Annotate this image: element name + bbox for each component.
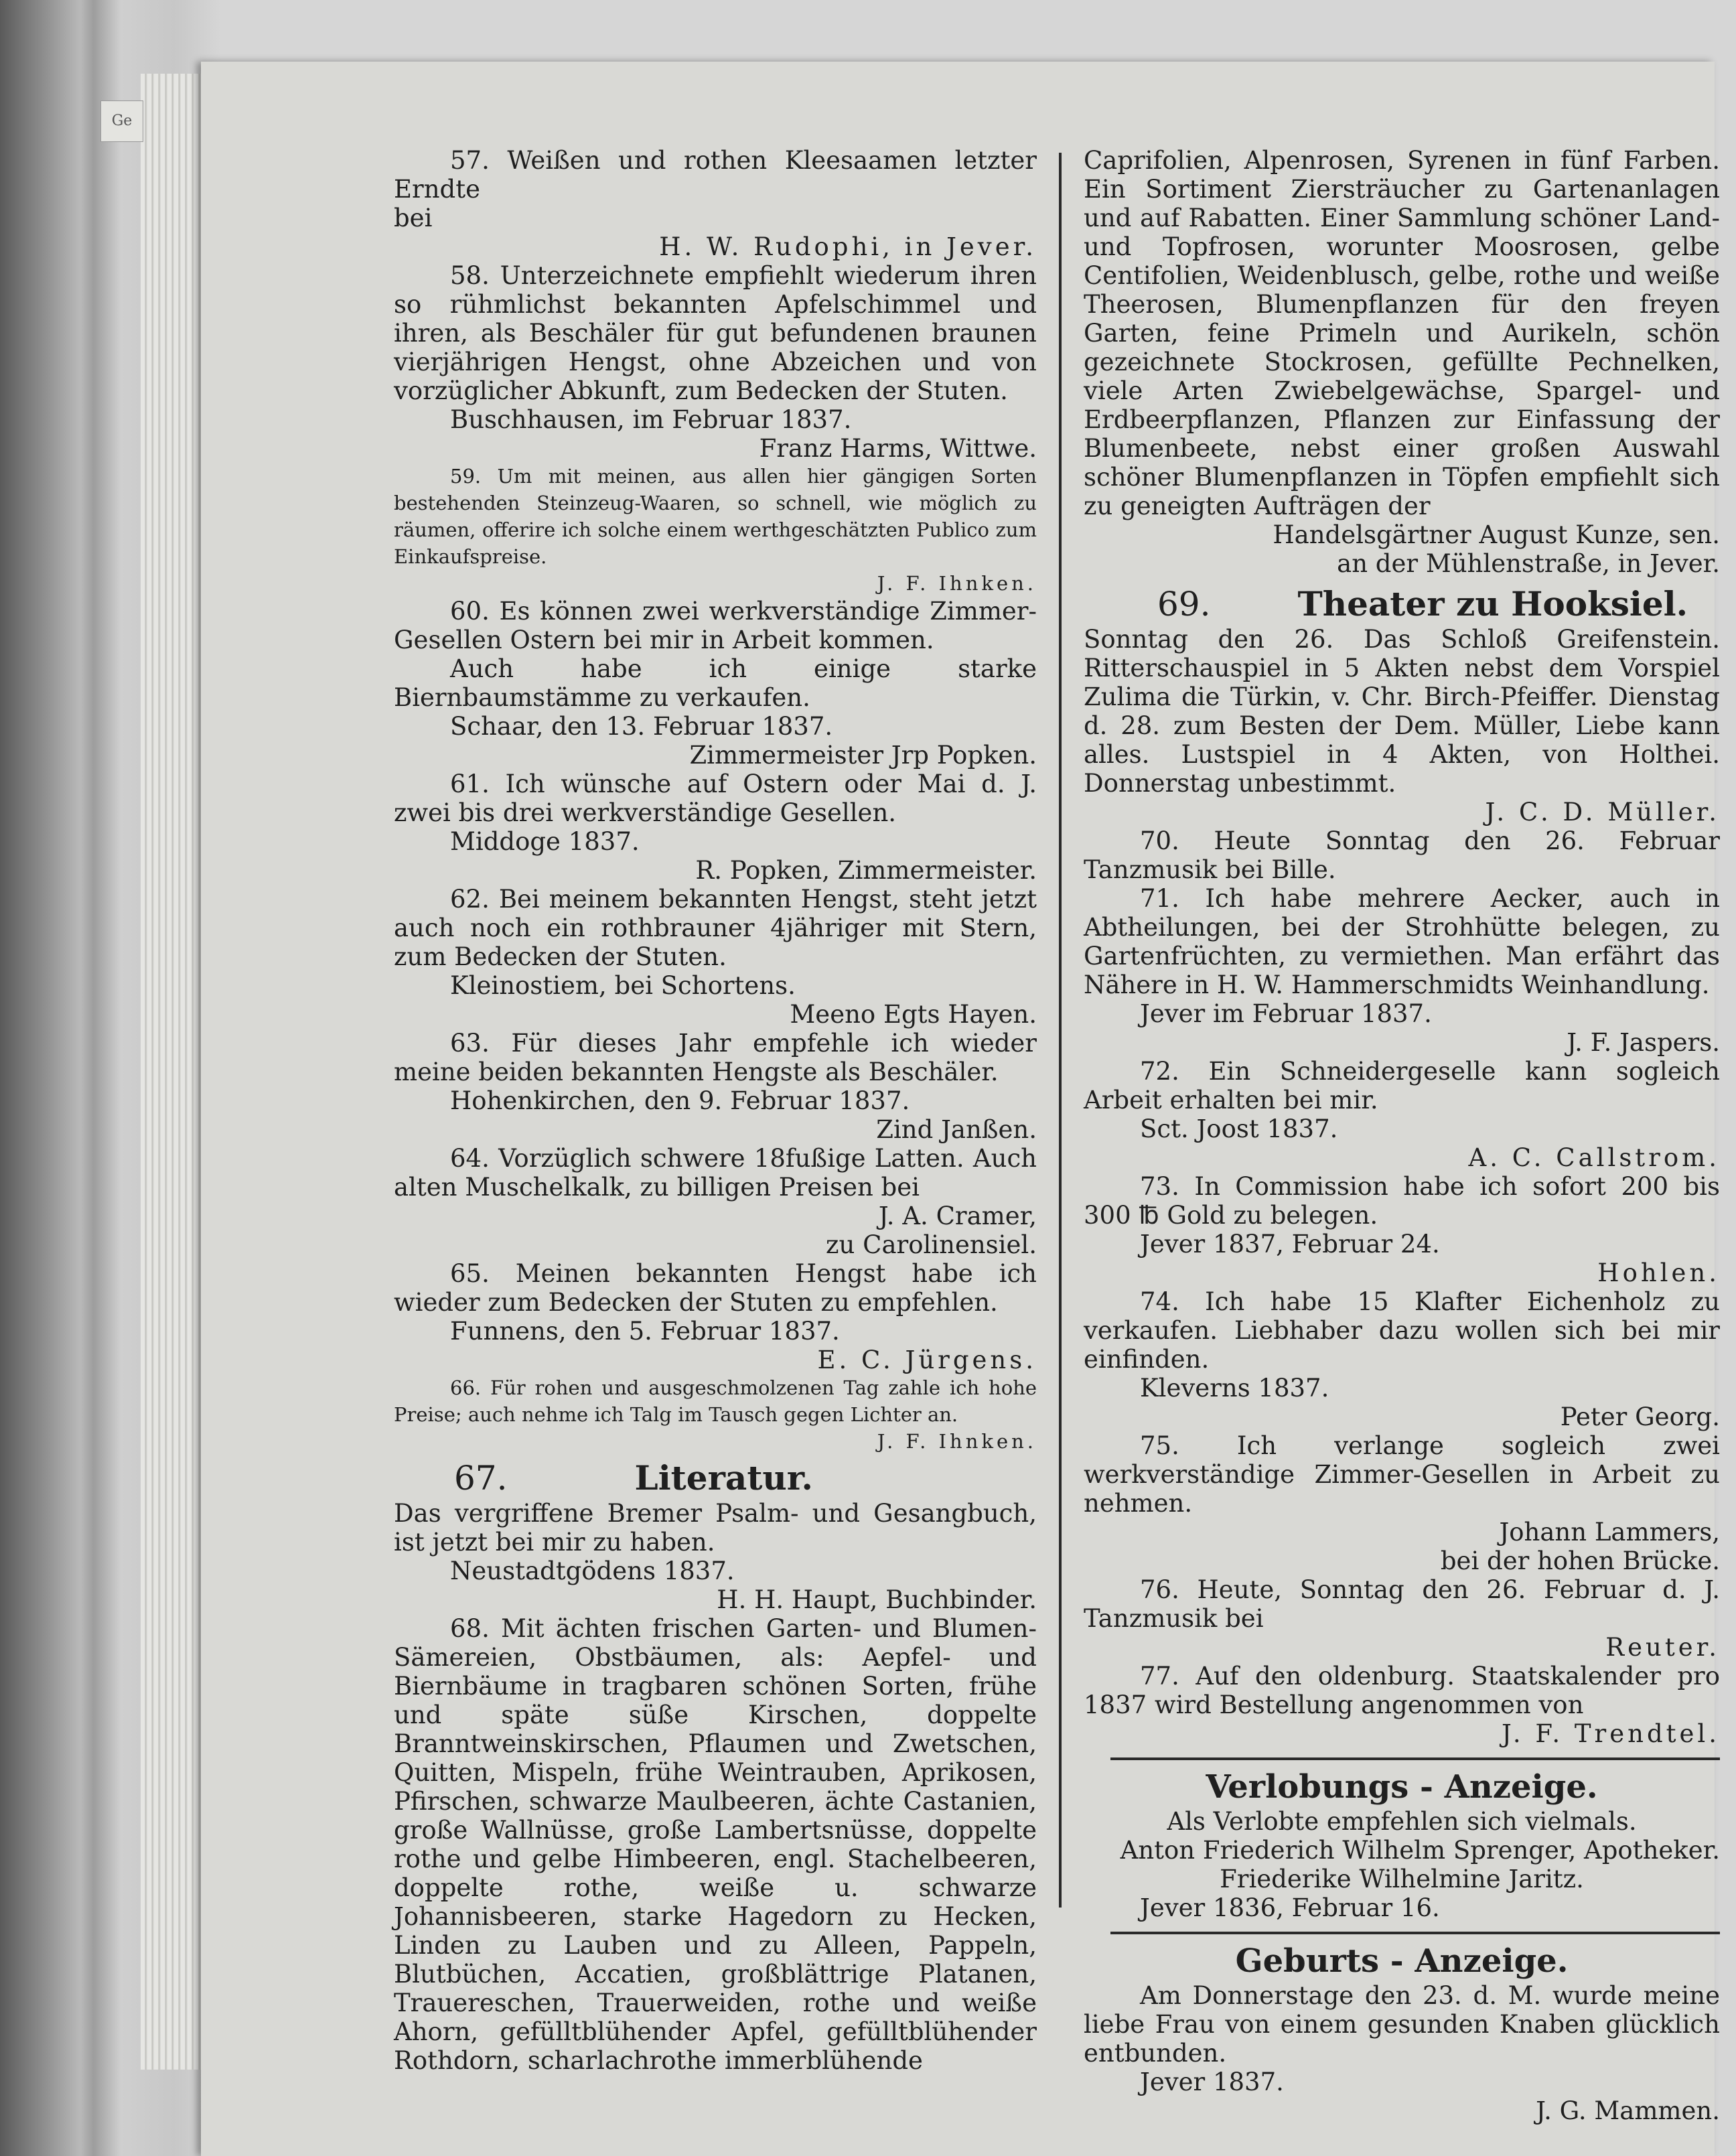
text-line: Funnens, den 5. Februar 1837. [450,1317,840,1346]
text-line: Zind Janßen. [876,1115,1037,1144]
text-line: Handelsgärtner August Kunze, sen. [1273,520,1720,549]
text-line: Hohlen. [1597,1259,1720,1287]
text-line: 72. Ein Schneidergeselle kann sogleich Arbeit erhalten bei mir. [1084,1057,1720,1115]
text-line: 68. Mit ächten frischen Garten- und Blumen-Sämereien, Obstbäumen, als: Aepfel- und Biernbäume in tragbaren schönen Sorten, frühe und späte süße Kirschen, doppelte Branntweinskirschen, Pflaumen und Zwetschen, Quitten, Mispeln, frühe Weintrauben, Aprikosen, Pfirschen, schwarze Maulbeeren, ächte Castanien, große Wallnüsse, große Lambertsnüsse, doppelte rothe und gelbe Himbeeren, engl. Stachelbeeren, doppelte rothe, weiße u. schwarze Johannisbeeren, starke Hagedorn zu Hecken, Linden zu Lauben und zu Alleen, Pappeln, Blutbüchen, Accatien, großblättrige Platanen, Trauereschen, Trauerweiden, rothe und weiße Ahorn, gefülltblühender Apfel, gefülltblühender Rothdorn, scharlachrothe immerblühende [394,1614,1037,2075]
heading-number: 69. [1157,585,1211,624]
page-tab: Ge [100,100,143,142]
text-line: 57. Weißen und rothen Kleesaamen letzter Erndte [394,146,1037,204]
text-line: J. F. Ihnken. [877,1430,1037,1453]
advert-block-69-77 [1084,625,1720,1748]
text-line: Friederike Wilhelmine Jaritz. [1220,1865,1584,1893]
announcement-geburt [1084,1981,1720,2125]
text-line: Jever im Februar 1837. [1140,999,1432,1028]
advert-block-67-68 [394,1499,1037,2075]
text-line: Peter Georg. [1560,1403,1720,1431]
text-line: Jever 1837, Februar 24. [1140,1230,1440,1259]
text-line: J. F. Ihnken. [877,572,1037,595]
text-line: 61. Ich wünsche auf Ostern oder Mai d. J. zwei bis drei werkverständige Gesellen. [394,770,1037,827]
text-line: Johann Lammers, [1499,1518,1720,1547]
text-line: an der Mühlenstraße, in Jever. [1337,549,1720,578]
text-line: H. W. Rudophi, in Jever. [659,232,1037,261]
text-line: Anton Friederich Wilhelm Sprenger, Apotheker. [1120,1836,1720,1865]
text-line: Buschhausen, im Februar 1837. [450,405,852,434]
text-line: 70. Heute Sonntag den 26. Februar Tanzmusik bei Bille. [1084,827,1720,884]
heading-number: 67. [454,1459,508,1498]
text-line: Schaar, den 13. Februar 1837. [450,712,833,741]
text-line: J. A. Cramer, [878,1202,1037,1230]
text-line: 71. Ich habe mehrere Aecker, auch in Abtheilungen, bei der Strohhütte belegen, zu Gartenfrüchten, zu vermiethen. Man erfährt das Nähere in H. W. Hammerschmidts Weinhandlung. [1084,884,1720,999]
text-line: 60. Es können zwei werkverständige Zimmer-Gesellen Ostern bei mir in Arbeit kommen. [394,597,1037,654]
text-line: J. F. Jaspers. [1567,1028,1720,1057]
advert-block-57-66 [394,146,1037,1455]
text-line: 59. Um mit meinen, aus allen hier gängigen Sorten bestehenden Steinzeug-Waaren, so schnell, wie möglich zu räumen, offerire ich solche einem werthgeschätzten Publico zum Einkaufspreise. [394,465,1037,568]
text-line: 65. Meinen bekannten Hengst habe ich wieder zum Bedecken der Stuten zu empfehlen. [394,1259,1037,1317]
heading-title: Literatur. [634,1458,813,1498]
text-line: J. F. Trendtel. [1501,1719,1720,1748]
text-line: Am Donnerstage den 23. d. M. wurde meine liebe Frau von einem gesunden Knaben glücklich entbunden. [1084,1981,1720,2068]
text-line: Kleverns 1837. [1140,1374,1329,1403]
text-line: Meeno Egts Hayen. [790,1000,1037,1029]
text-line: Sonntag den 26. Das Schloß Greifenstein. Ritterschauspiel in 5 Akten nebst dem Vorspiel Zulima die Türkin, v. Chr. Birch-Pfeiffer. Dienstag d. 28. zum Besten der Dem. Müller, Liebe kann alles. Lustspiel in 4 Akten, von Holthei. Donnerstag unbestimmt. [1084,625,1720,798]
announcement-verlobung [1084,1807,1720,1922]
text-line: Franz Harms, Wittwe. [759,434,1037,463]
text-line: Reuter. [1605,1633,1720,1662]
text-line: Hohenkirchen, den 9. Februar 1837. [450,1086,910,1115]
separator-rule [1110,1757,1720,1760]
announcement-title-verlobung: Verlobungs - Anzeige. [1206,1768,1598,1806]
column-divider [1059,153,1062,1908]
text-line: H. H. Haupt, Buchbinder. [717,1585,1037,1614]
text-line: Jever 1837. [1140,2068,1284,2096]
separator-rule [1110,1932,1720,1934]
text-line: bei der hohen Brücke. [1440,1547,1720,1575]
text-line: zu Carolinensiel. [826,1230,1037,1259]
text-line: 77. Auf den oldenburg. Staatskalender pro 1837 wird Bestellung angenommen von [1084,1662,1720,1719]
text-line: 62. Bei meinem bekannten Hengst, steht jetzt auch noch ein rothbrauner 4jähriger mit Stern, zum Bedecken der Stuten. [394,885,1037,971]
text-line: J. G. Mammen. [1536,2096,1720,2125]
page-edges [141,74,208,2070]
text-line: R. Popken, Zimmermeister. [695,856,1037,885]
text-line: E. C. Jürgens. [817,1346,1037,1374]
text-line: Jever 1836, Februar 16. [1140,1893,1440,1922]
text-line: Das vergriffene Bremer Psalm- und Gesangbuch, ist jetzt bei mir zu haben. [394,1499,1037,1557]
text-line: Neustadtgödens 1837. [450,1557,735,1585]
advert-block-68-cont [1084,146,1720,578]
text-line: 63. Für dieses Jahr empfehle ich wieder meine beiden bekannten Hengste als Beschäler. [394,1029,1037,1086]
section-heading-theater [1157,583,1720,625]
text-line: Als Verlobte empfehlen sich vielmals. [1167,1807,1637,1836]
text-line: 76. Heute, Sonntag den 26. Februar d. J. Tanzmusik bei [1084,1575,1720,1633]
text-line: 75. Ich verlange sogleich zwei werkverständige Zimmer-Gesellen in Arbeit zu nehmen. [1084,1431,1720,1518]
text-line: 73. In Commission habe ich sofort 200 bis 300 ℔ Gold zu belegen. [1084,1172,1720,1230]
text-line: Auch habe ich einige starke Biernbaumstämme zu verkaufen. [394,654,1037,712]
text-line: Middoge 1837. [450,827,640,856]
text-line: J. C. D. Müller. [1485,798,1720,827]
text-line: 66. Für rohen und ausgeschmolzenen Tag zahle ich hohe Preise; auch nehme ich Talg im Tausch gegen Lichter an. [394,1376,1037,1426]
heading-title: Theater zu Hooksiel. [1297,584,1688,624]
text-line: bei [394,204,433,232]
text-line: 64. Vorzüglich schwere 18fußige Latten. Auch alten Muschelkalk, zu billigen Preisen bei [394,1144,1037,1202]
text-line: Zimmermeister Jrp Popken. [689,741,1037,770]
right-column [1084,146,1720,2125]
text-line: 74. Ich habe 15 Klafter Eichenholz zu verkaufen. Liebhaber dazu wollen sich bei mir einfinden. [1084,1287,1720,1374]
text-line: Sct. Joost 1837. [1140,1115,1338,1143]
left-column [394,146,1037,2075]
text-line: Caprifolien, Alpenrosen, Syrenen in fünf Farben. Ein Sortiment Ziersträucher zu Gartenanlagen und auf Rabatten. Einer Sammlung schöner Land- und Topfrosen, worunter Moosrosen, gelbe Centifolien, Weidenblusch, gelbe, rothe und weiße Theerosen, Blumenpflanzen für den freyen Garten, feine Primeln und Aurikeln, schön gezeichnete Stockrosen, gefüllte Pechnelken, viele Arten Zwiebelgewächse, Spargel- und Erdbeerpflanzen, Pflanzen zur Einfassung der Blumenbeete, nebst einer großen Auswahl schöner Blumenpflanzen in Töpfen empfiehlt sich zu geneigten Aufträgen der [1084,146,1720,520]
text-line: Kleinostiem, bei Schortens. [450,971,796,1000]
text-line: 58. Unterzeichnete empfiehlt wiederum ihren so rühmlichst bekannten Apfelschimmel und ihren, als Beschäler für gut befundenen braunen vierjährigen Hengst, ohne Abzeichen und von vorzüglicher Abkunft, zum Bedecken der Stuten. [394,261,1037,405]
text-line: A. C. Callstrom. [1468,1143,1720,1172]
section-heading-literatur [454,1457,1037,1499]
announcement-title-geburt: Geburts - Anzeige. [1235,1942,1569,1980]
